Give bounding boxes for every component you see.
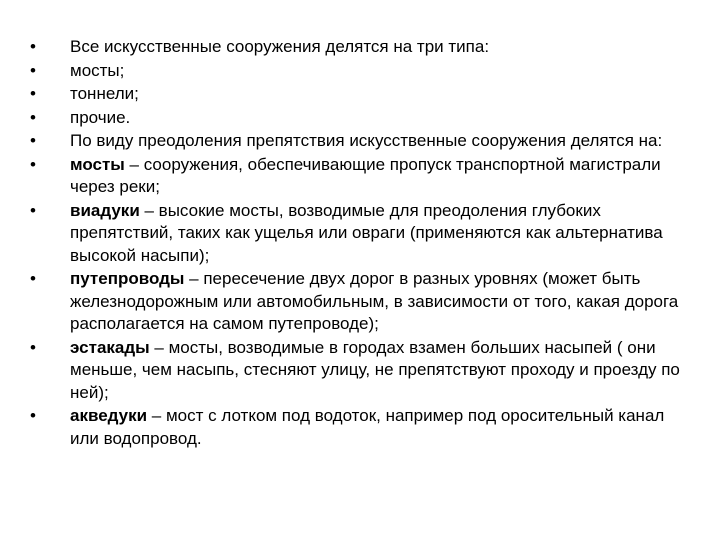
list-item (26, 130, 686, 153)
item-text: По виду преодоления препятствия искусственные сооружения делятся на: (70, 131, 663, 150)
item-term: акведуки (70, 406, 148, 425)
list-item (26, 36, 686, 59)
list-item (26, 60, 686, 83)
item-text: – мосты, возводимые в городах взамен больших насыпей ( они меньше, чем насыпь, стесняют улицу, не препятствуют проходу и проезду по ней); (70, 337, 680, 402)
item-text: – высокие мосты, возводимые для преодоления глубоких препятствий, таких как ущелья или овраги (применяются как альтернатива высокой насыпи); (70, 200, 663, 265)
list-item (26, 83, 686, 106)
item-term: виадуки (70, 200, 140, 220)
list-item (26, 107, 686, 130)
bullet-icon: • (30, 406, 36, 425)
item-term: эстакады (70, 337, 150, 357)
item-text: Все искусственные сооружения делятся на три типа: (70, 37, 490, 56)
bullet-icon: • (30, 200, 36, 220)
list-item (26, 268, 686, 336)
item-text: – сооружения, обеспечивающие пропуск транспортной магистрали через реки; (70, 154, 661, 196)
bullet-icon: • (30, 131, 36, 150)
item-text: тоннели; (70, 84, 139, 103)
bullet-icon: • (30, 154, 36, 174)
item-term: мосты (70, 154, 125, 174)
item-text: – пересечение двух дорог в разных уровнях (может быть железнодорожным или автомобильным, в зависимости от того, какая дорога располагается на самом путепроводе); (70, 269, 679, 333)
bullet-icon: • (30, 60, 36, 80)
list-item (26, 337, 686, 405)
bullet-icon: • (30, 84, 36, 103)
bullet-icon: • (30, 107, 36, 127)
bullet-icon: • (30, 37, 36, 56)
bullet-icon: • (30, 269, 36, 288)
item-text: – мост с лотком под водоток, например под оросительный канал или водопровод. (70, 406, 665, 448)
list-item (26, 154, 686, 199)
item-text: прочие. (70, 107, 131, 127)
list-item (26, 405, 686, 450)
bullet-list (26, 36, 686, 451)
item-term: путепроводы (70, 269, 185, 288)
item-text: мосты; (70, 60, 125, 80)
list-item (26, 200, 686, 268)
bullet-icon: • (30, 337, 36, 357)
